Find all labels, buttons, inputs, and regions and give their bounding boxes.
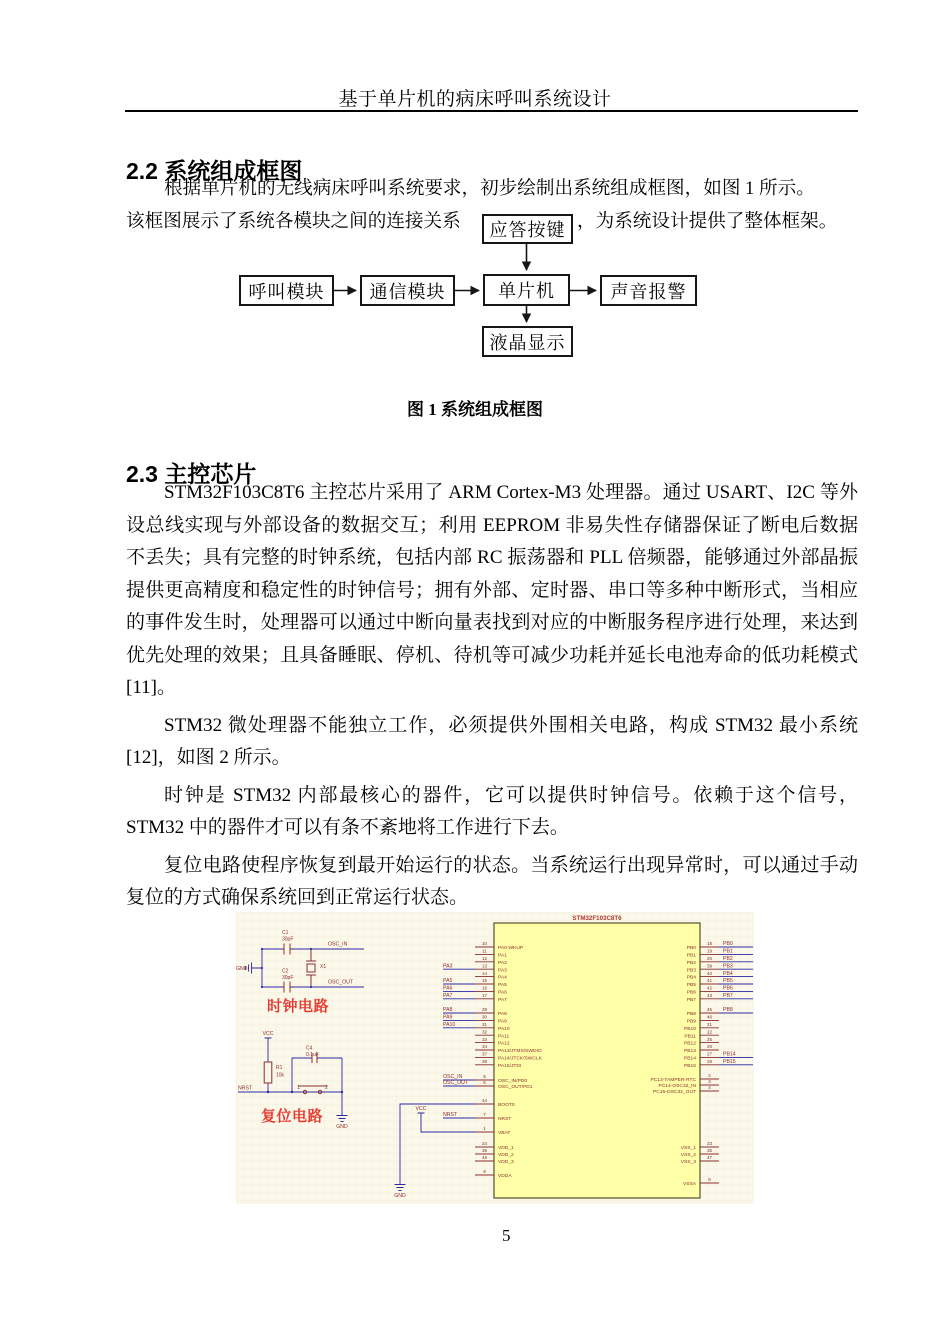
- net-label: PA5: [443, 978, 453, 985]
- paragraph: 时钟是 STM32 内部最核心的器件，它可以提供时钟信号。依赖于这个信号，STM32 中的器件才可以有条不紊地将工作进行下去。: [126, 784, 858, 838]
- pin-name: PB1: [686, 953, 696, 959]
- net-label: PB3: [723, 963, 733, 970]
- pin-number: 7: [483, 1112, 486, 1118]
- block-mcu: 单片机: [483, 274, 570, 306]
- pin-number: 18: [706, 941, 713, 947]
- pin-number: 10: [481, 941, 488, 947]
- net-label: PB7: [723, 993, 733, 999]
- pin-number: 15: [481, 978, 488, 984]
- section-2-2-heading: 2.2 系统组成框图: [126, 158, 303, 185]
- osc-in-net-label: OSC_IN: [328, 941, 348, 948]
- pin-number: 39: [706, 963, 713, 969]
- pin-name: VDD_3: [498, 1160, 514, 1166]
- block-call-module: 呼叫模块: [239, 275, 334, 306]
- pin-name: PA0-WKUP: [498, 946, 524, 952]
- pin-name: PA7: [498, 997, 507, 1003]
- block-lcd-display: 液晶显示: [482, 326, 573, 357]
- net-label: PA8: [443, 1007, 453, 1014]
- gnd-net-label: GND: [336, 1124, 348, 1130]
- pin-number: 26: [706, 1044, 713, 1050]
- paragraph-line: ，为系统设计提供了整体框架。: [577, 211, 838, 232]
- block-comm-module: 通信模块: [360, 275, 455, 306]
- net-label: PA9: [443, 1014, 453, 1021]
- page-number: 5: [502, 1226, 511, 1245]
- pin-number: 12: [481, 956, 488, 961]
- pin-number: 28: [706, 1059, 713, 1064]
- net-label: OSC_IN: [443, 1074, 463, 1081]
- capacitor-value: 30pF: [282, 936, 294, 943]
- net-label: PB14: [723, 1051, 736, 1058]
- pin-number: 43: [706, 993, 713, 998]
- net-label: PB4: [723, 970, 733, 977]
- capacitor-ref: C4: [306, 1045, 313, 1052]
- pin-number: 48: [481, 1155, 488, 1161]
- pin-name: PB14: [684, 1056, 696, 1062]
- pin-number: 24: [481, 1141, 488, 1147]
- crystal-ref: X1: [320, 964, 327, 970]
- paragraph: STM32F103C8T6 主控芯片采用了 ARM Cortex-M3 处理器。通过 USART、I2C 等外设总线实现与外部设备的数据交互；利用 EEPROM 非易失性存储器保证了断电后数据不丢失；具有完整的时钟系统，包括内部 RC 振荡器和 PLL 倍频器，能够通过外部晶振提供更高精度和稳定性的时钟信号；拥有外部、定时器、串口等多种中断形式，当相应的事件发生时，处理器可以通过中断向量表找到对应的中断服务程序进行处理，来达到优先处理的效果；且具备睡眠、停机、待机等可减少功耗并延长电池寿命的低功耗模式[11]。: [126, 482, 858, 698]
- pin-number: 8: [708, 1177, 711, 1183]
- pin-name: PB13: [684, 1049, 696, 1055]
- figure-2-schematic: [236, 912, 754, 1204]
- net-label: PB2: [723, 956, 733, 962]
- pin-name: PA11: [498, 1034, 510, 1040]
- pin-name: PA15/JTDI: [498, 1063, 522, 1069]
- button-pin-1: 1: [297, 1085, 300, 1091]
- running-header-title: 基于单片机的病床呼叫系统设计: [338, 89, 612, 110]
- paragraph: 复位电路使程序恢复到最开始运行的状态。当系统运行出现异常时，可以通过手动复位的方式确保系统回到正常运行状态。: [126, 854, 858, 908]
- pin-number: 46: [706, 1014, 713, 1020]
- pin-number: 3: [708, 1079, 711, 1085]
- pin-number: 29: [481, 1007, 488, 1013]
- pin-name: PB2: [686, 960, 696, 966]
- pin-number: 2: [708, 1073, 711, 1079]
- paragraph-line: 根据单片机的无线病床呼叫系统要求，初步绘制出系统组成框图，如图 1 所示。: [164, 178, 815, 199]
- clock-circuit-label: 时钟电路: [267, 998, 330, 1015]
- block-answer-key: 应答按键: [482, 214, 573, 244]
- pin-number: 20: [706, 956, 713, 961]
- gnd-net-label: GND: [394, 1193, 406, 1199]
- net-label: PB6: [723, 985, 733, 992]
- pin-number: 45: [706, 1007, 713, 1013]
- osc-out-net-label: OSC_OUT: [328, 979, 354, 986]
- pin-name: PA4: [498, 975, 507, 981]
- pin-name: VDDA: [498, 1174, 512, 1180]
- pin-name: VSS_1: [680, 1146, 696, 1152]
- net-label: NRST: [443, 1112, 458, 1119]
- pin-name: PA6: [498, 990, 507, 996]
- pin-number: 23: [706, 1141, 713, 1147]
- pin-number: 36: [481, 1148, 488, 1154]
- pin-name: PB0: [686, 946, 696, 952]
- net-label: PA3: [443, 963, 453, 970]
- gnd-net-label: GND: [236, 966, 248, 972]
- pin-number: 13: [481, 963, 488, 969]
- pin-name: PA1: [498, 953, 507, 959]
- chip-title: STM32F103C8T6: [572, 915, 622, 922]
- pin-name: PB11: [684, 1034, 696, 1040]
- pin-number: 37: [481, 1051, 488, 1057]
- pin-name: PB12: [684, 1041, 696, 1047]
- pin-name: PA8: [498, 1012, 507, 1018]
- pin-name: PB7: [686, 997, 696, 1003]
- pin-name: PB15: [684, 1063, 696, 1069]
- pin-number: 34: [481, 1044, 488, 1050]
- capacitor-value: 30pF: [282, 975, 294, 981]
- pin-name: PB9: [686, 1019, 696, 1025]
- pin-name: OSC_OUT/PD1: [498, 1085, 533, 1091]
- pin-number: 19: [706, 948, 713, 954]
- pin-name: PC15-OSC32_OUT: [653, 1090, 696, 1096]
- net-label: PA10: [443, 1022, 456, 1028]
- section-2-3-heading: 2.3 主控芯片: [126, 461, 257, 488]
- section-2-3-body: [126, 477, 858, 920]
- pin-name: PB3: [686, 968, 696, 974]
- pin-name: PA2: [498, 960, 507, 966]
- resistor-ref: R1: [276, 1065, 283, 1071]
- pin-number: 5: [483, 1074, 486, 1080]
- figure-1-block-diagram: [230, 205, 710, 370]
- pin-number: 44: [481, 1098, 488, 1104]
- pin-name: VDD_2: [498, 1153, 514, 1159]
- pin-name: VSS_2: [680, 1153, 696, 1159]
- pin-number: 32: [481, 1029, 488, 1035]
- pin-number: 17: [481, 993, 488, 998]
- pin-name: PB8: [686, 1012, 696, 1018]
- pin-number: 11: [482, 948, 487, 954]
- vcc-net-label: VCC: [415, 1106, 427, 1112]
- pin-name: NRST: [498, 1117, 512, 1123]
- pin-number: 9: [483, 1169, 486, 1175]
- pin-number: 47: [706, 1155, 713, 1161]
- pin-name: PA9: [498, 1019, 507, 1025]
- pin-name: BOOT0: [498, 1103, 515, 1109]
- net-label: PB1: [723, 948, 733, 955]
- pin-number: 30: [481, 1014, 488, 1020]
- pin-number: 14: [481, 970, 488, 976]
- net-label: PB8: [723, 1007, 733, 1014]
- nrst-net-label: NRST: [238, 1085, 253, 1092]
- pin-name: PC14-OSC32_IN: [658, 1084, 696, 1090]
- pin-name: PB6: [686, 990, 696, 996]
- paragraph-line: 该框图展示了系统各模块之间的连接关系: [126, 211, 461, 232]
- pin-number: 25: [706, 1036, 713, 1042]
- schematic-svg: [236, 912, 754, 1204]
- pin-name: PB4: [686, 975, 696, 981]
- pin-number: 27: [706, 1051, 713, 1057]
- pin-name: PA14/JTCK/SWCLK: [498, 1056, 542, 1062]
- pin-number: 16: [481, 985, 488, 991]
- pin-name: VSS_3: [680, 1160, 696, 1166]
- pin-number: 22: [706, 1029, 713, 1035]
- pin-number: 4: [708, 1085, 711, 1091]
- button-pin-2: 2: [325, 1085, 328, 1091]
- pin-name: PA5: [498, 983, 507, 989]
- net-label: PA7: [443, 993, 453, 999]
- pin-number: 31: [481, 1022, 488, 1027]
- pin-name: VSSA: [682, 1182, 696, 1188]
- pin-number: 40: [706, 970, 713, 976]
- net-label: PB15: [723, 1059, 736, 1065]
- capacitor-value: 0.1uF: [306, 1052, 319, 1058]
- pin-number: 35: [706, 1148, 713, 1154]
- pin-name: PB5: [686, 983, 696, 989]
- pin-number: 1: [483, 1126, 486, 1132]
- pin-name: VDD_1: [498, 1146, 514, 1152]
- pin-name: PC13-TAMPER-RTC: [650, 1078, 696, 1084]
- capacitor-ref: C1: [282, 930, 289, 936]
- header-rule: [125, 110, 858, 112]
- reset-circuit-label: 复位电路: [261, 1108, 324, 1125]
- net-label: PB0: [723, 941, 733, 948]
- resistor-value: 10k: [276, 1072, 285, 1079]
- block-sound-alarm: 声音报警: [600, 275, 697, 306]
- pin-number: 41: [706, 978, 713, 984]
- pin-number: 6: [483, 1080, 486, 1086]
- net-label: PA6: [443, 985, 453, 992]
- net-label: OSC_OUT: [443, 1080, 469, 1087]
- vcc-net-label: VCC: [262, 1031, 274, 1037]
- pin-number: 21: [706, 1022, 713, 1027]
- pin-number: 42: [706, 985, 713, 991]
- pin-number: 33: [481, 1036, 488, 1042]
- capacitor-ref: C2: [282, 968, 289, 975]
- pin-name: VBAT: [498, 1131, 511, 1137]
- pin-name: PB10: [684, 1026, 696, 1032]
- paragraph: STM32 微处理器不能独立工作，必须提供外围相关电路，构成 STM32 最小系统[12]，如图 2 所示。: [126, 714, 858, 768]
- pin-name: PA12: [498, 1041, 510, 1047]
- pin-number: 38: [481, 1059, 488, 1064]
- pin-name: PA13/JTMS/SWDIO: [498, 1049, 542, 1055]
- figure-1-caption: 图 1 系统组成框图: [407, 400, 543, 419]
- pin-name: OSC_IN/PD0: [498, 1079, 528, 1085]
- net-label: PB5: [723, 978, 733, 985]
- pin-name: PA10: [498, 1026, 510, 1032]
- pin-name: PA3: [498, 968, 507, 974]
